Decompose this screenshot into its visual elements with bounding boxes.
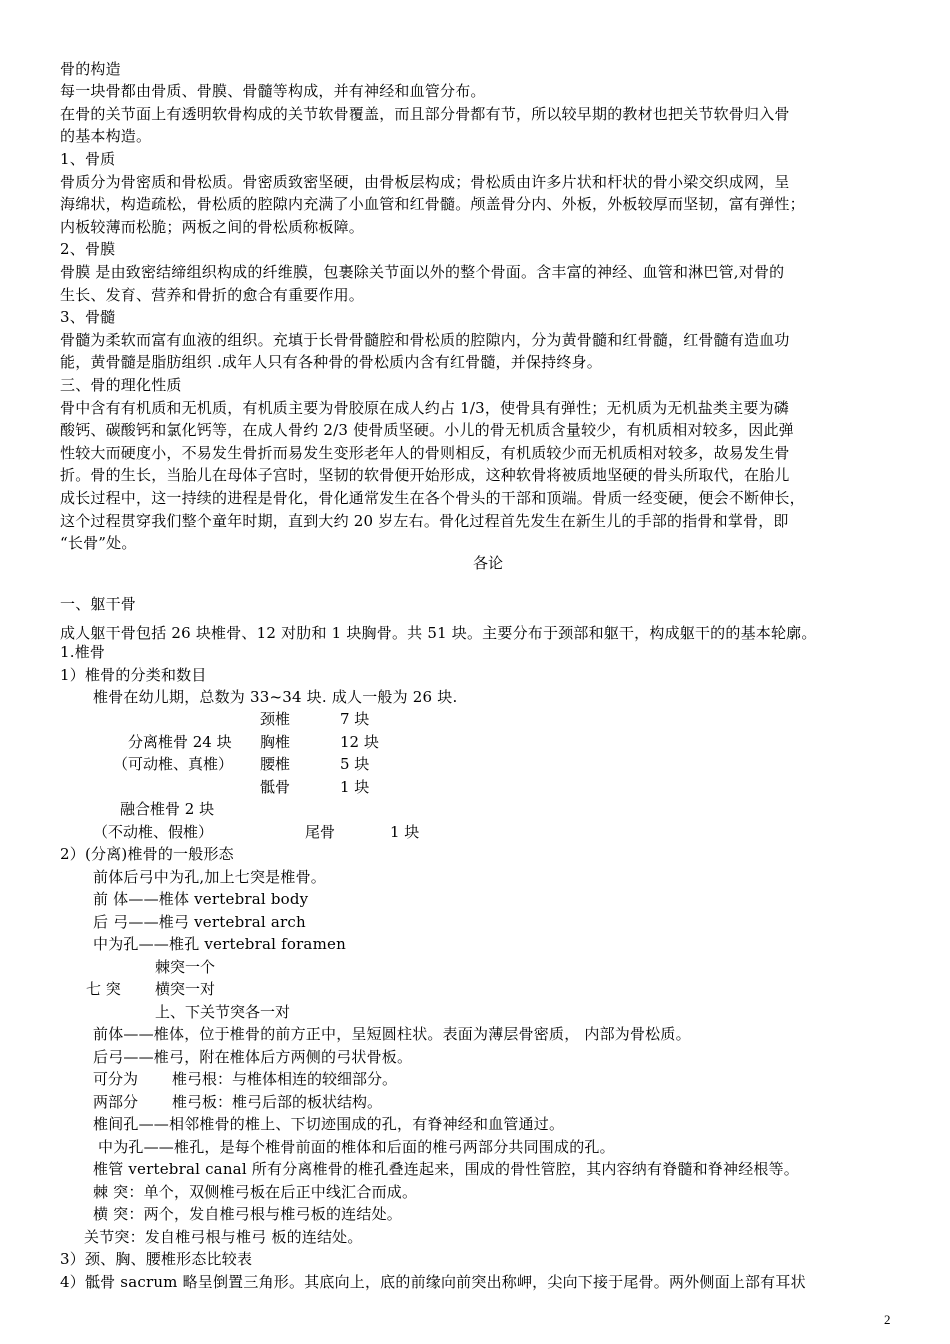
vertebra-name: 胸椎 [260,733,291,751]
paragraph-line: 折。骨的生长，当胎儿在母体子宫时，坚韧的软骨便开始形成，这种软骨将被质地坚硬的骨头所取代，在胎儿 [60,466,790,484]
process-item: 棘突一个 [155,958,216,976]
vertebra-name: 腰椎 [260,755,291,773]
vertebra-name: 颈椎 [260,710,291,728]
paragraph-line: 后弓——椎弓，附在椎体后方两侧的弓状骨板。 [93,1048,413,1066]
subsection-heading: 1）椎骨的分类和数目 [60,666,207,684]
group-sublabel: （可动椎、真椎） [113,755,234,773]
vertebra-count: 12 块 [340,733,379,751]
subsection-heading: 3、骨髓 [60,308,116,326]
vertebra-name: 尾骨 [305,823,336,841]
paragraph-line: 能，黄骨髓是脂肪组织 .成年人只有各种骨的骨松质内含有红骨髓，并保持终身。 [60,353,602,371]
chapter-title: 各论 [473,554,504,572]
vertebra-count: 5 块 [340,755,370,773]
vertebra-name: 骶骨 [260,778,291,796]
part-item: 椎弓板：椎弓后部的板状结构。 [172,1093,383,1111]
paragraph-line: 每一块骨都由骨质、骨膜、骨髓等构成，并有神经和血管分布。 [60,82,486,100]
paragraph-line: 前 体——椎体 vertebral body [93,890,309,908]
paragraph-line: 骨膜 是由致密结缔组织构成的纤维膜，包裹除关节面以外的整个骨面。含丰富的神经、血管和淋巴管,对骨的 [60,263,785,281]
subsection-heading: 三、骨的理化性质 [60,376,182,394]
process-item: 上、下关节突各一对 [155,1003,291,1021]
subsection-heading: 1、骨质 [60,150,116,168]
paragraph-line: 前体后弓中为孔,加上七突是椎骨。 [93,868,326,886]
section-title: 骨的构造 [60,60,121,78]
paragraph-line: 生长、发育、营养和骨折的愈合有重要作用。 [60,286,365,304]
paragraph-line: 在骨的关节面上有透明软骨构成的关节软骨覆盖，而且部分骨都有节，所以较早期的教材也把关节软骨归入骨 [60,105,790,123]
paragraph-line: 内板较薄而松脆；两板之间的骨松质称板障。 [60,218,365,236]
part-item: 椎弓根：与椎体相连的较细部分。 [172,1070,398,1088]
vertebra-count: 1 块 [390,823,420,841]
group-sublabel: （不动椎、假椎） [93,823,214,841]
paragraph-line: 骨髓为柔软而富有血液的组织。充填于长骨骨髓腔和骨松质的腔隙内，分为黄骨髓和红骨髓，红骨髓有造血功 [60,331,790,349]
paragraph-line: 骨质分为骨密质和骨松质。骨密质致密坚硬，由骨板层构成；骨松质由许多片状和杆状的骨小梁交织成网，呈 [60,173,790,191]
subsection-heading: 2）(分离)椎骨的一般形态 [60,845,234,863]
part-label: 两部分 [93,1093,139,1111]
page-number: 2 [884,1312,891,1327]
paragraph-line: 后 弓——椎弓 vertebral arch [93,913,306,931]
paragraph-line: 4）骶骨 sacrum 略呈倒置三角形。其底向上，底的前缘向前突出称岬，尖向下接于尾骨。两外侧面上部有耳状 [60,1273,806,1291]
group-label: 分离椎骨 24 块 [128,733,232,751]
process-item: 横突一对 [155,980,216,998]
vertebra-count: 7 块 [340,710,370,728]
paragraph-line: 中为孔——椎孔，是每个椎骨前面的椎体和后面的椎弓两部分共同围成的孔。 [98,1138,615,1156]
paragraph-line: 海绵状，构造疏松，骨松质的腔隙内充满了小血管和红骨髓。颅盖骨分内、外板，外板较厚而坚韧，富有弹性； [60,195,805,213]
subsection-heading: 1.椎骨 [60,643,106,661]
group-label: 融合椎骨 2 块 [120,800,215,818]
paragraph-line: 关节突：发自椎弓根与椎弓 板的连结处。 [84,1228,363,1246]
paragraph-line: “长骨”处。 [60,534,137,552]
paragraph-line: 的基本构造。 [60,127,152,145]
vertebra-count: 1 块 [340,778,370,796]
paragraph-line: 椎间孔——相邻椎骨的椎上、下切迹围成的孔，有脊神经和血管通过。 [93,1115,565,1133]
paragraph-line: 中为孔——椎孔 vertebral foramen [93,935,346,953]
subsection-heading: 2、骨膜 [60,240,116,258]
paragraph-line: 这个过程贯穿我们整个童年时期，直到大约 20 岁左右。骨化过程首先发生在新生儿的手部的指骨和掌骨，即 [60,512,789,530]
paragraph-line: 骨中含有有机质和无机质，有机质主要为骨胶原在成人约占 1/3，使骨具有弹性；无机质为无机盐类主要为磷 [60,399,789,417]
section-heading: 一、躯干骨 [60,595,137,613]
paragraph-line: 酸钙、碳酸钙和氯化钙等，在成人骨约 2/3 使骨质坚硬。小儿的骨无机质含量较少，有机质相对较多，因此弹 [60,421,794,439]
paragraph-line: 成人躯干骨包括 26 块椎骨、12 对肋和 1 块胸骨。共 51 块。主要分布于颈部和躯干，构成躯干的的基本轮廓。 [60,624,817,642]
paragraph-line: 横 突：两个，发自椎弓根与椎弓板的连结处。 [93,1205,402,1223]
paragraph-line: 棘 突：单个，双侧椎弓板在后正中线汇合而成。 [93,1183,418,1201]
paragraph-line: 前体——椎体，位于椎骨的前方正中，呈短圆柱状。表面为薄层骨密质， 内部为骨松质。 [93,1025,691,1043]
paragraph-line: 性较大而硬度小，不易发生骨折而易发生变形老年人的骨则相反，有机质较少而无机质相对较多，故易发生骨 [60,444,790,462]
part-label: 可分为 [93,1070,139,1088]
process-label: 七 突 [86,980,121,998]
paragraph-line: 成长过程中，这一持续的进程是骨化，骨化通常发生在各个骨头的干部和顶端。骨质一经变硬，便会不断伸长， [60,489,805,507]
subsection-heading: 3）颈、胸、腰椎形态比较表 [60,1250,253,1268]
paragraph-line: 椎骨在幼儿期，总数为 33~34 块. 成人一般为 26 块. [93,688,458,706]
paragraph-line: 椎管 vertebral canal 所有分离椎骨的椎孔叠连起来，围成的骨性管腔，其内容纳有脊髓和脊神经根等。 [93,1160,799,1178]
